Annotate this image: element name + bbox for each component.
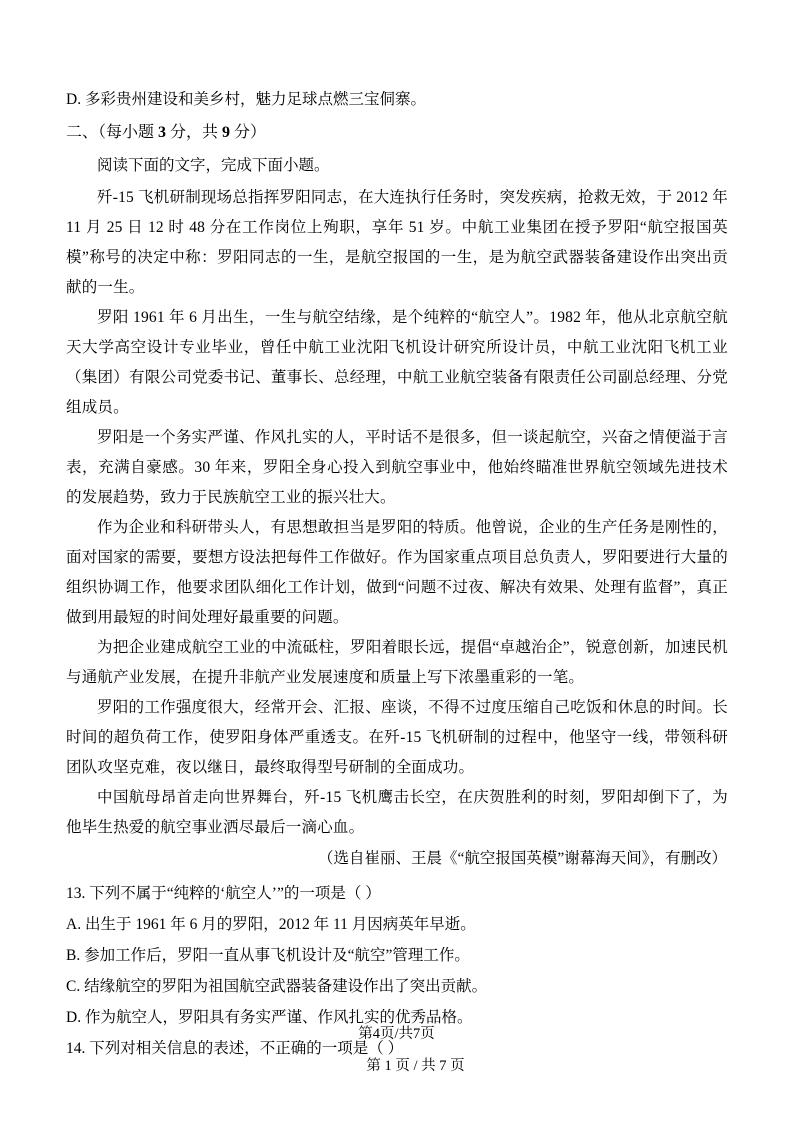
question-13-option-d-label: D. <box>66 1009 82 1026</box>
question-14-text: 下列对相关信息的表述，不正确的一项是（ ） <box>89 1040 404 1057</box>
question-13-option-a-label: A. <box>66 916 82 933</box>
outer-page-footer: 第 1 页 / 共 7 页 <box>366 1058 465 1074</box>
question-13-number: 13. <box>66 885 86 902</box>
question-13-option-a-text: 出生于 1961 年 6 月的罗阳，2012 年 11 月因病英年早逝。 <box>84 916 476 933</box>
section-lead-in: 阅读下面的文字，完成下面小题。 <box>97 157 330 174</box>
page-content <box>66 84 728 1064</box>
question-13-option-d-text: 作为航空人，罗阳具有务实严谨、作风扎实的优秀品格。 <box>84 1009 473 1026</box>
passage-paragraph-5: 为把企业建成航空工业的中流砥柱，罗阳着眼长远，提倡“卓越治企”，锐意创新，加速民机与通航产业发展，在提升非航产业发展速度和质量上写下浓墨重彩的一笔。 <box>66 639 728 686</box>
top-option-d <box>66 84 728 115</box>
section-heading-suffix: 分） <box>230 124 267 141</box>
question-13-option-b-text: 参加工作后，罗阳一直从事飞机设计及“航空”管理工作。 <box>84 947 470 964</box>
passage-paragraph-3: 罗阳是一个务实严谨、作风扎实的人，平时话不是很多，但一谈起航空，兴奋之情便溢于言表，充满自豪感。30 年来，罗阳全身心投入到航空事业中，他始终瞄准世界航空领域先进技术的发展趋势，致力于民族航空工业的振兴壮大。 <box>66 429 728 506</box>
passage-paragraph-4: 作为企业和科研带头人，有思想敢担当是罗阳的特质。他曾说，企业的生产任务是刚性的，面对国家的需要，要想方设法把每件工作做好。作为国家重点项目总负责人，罗阳要进行大量的组织协调工作，他要求团队细化工作计划，做到“问题不过夜、解决有效果、处理有监督”，真正做到用最短的时间处理好最重要的问题。 <box>66 519 728 626</box>
question-13-stem <box>66 878 728 909</box>
top-option-d-text: 多彩贵州建设和美乡村，魅力足球点燃三宝侗寨。 <box>84 91 426 108</box>
question-13-option-b-label: B. <box>66 947 81 964</box>
top-option-d-label: D. <box>66 91 82 108</box>
question-13-option-b[interactable] <box>66 940 728 971</box>
passage-paragraph-1: 歼-15 飞机研制现场总指挥罗阳同志，在大连执行任务时，突发疾病，抢救无效，于 2012 年 11 月 25 日 12 时 48 分在工作岗位上殉职，享年 51 岁。中航工业集团在授予罗阳“航空报国英模”称号的决定中称：罗阳同志的一生，是航空报国的一生，是为航空武器装备建设作出突出贡献的一生。 <box>66 189 728 296</box>
inner-page-footer: 第4页/共7页 <box>358 1026 435 1042</box>
passage-citation: （选自崔丽、王晨《“航空报国英模”谢幕海天间》，有删改） <box>317 850 727 867</box>
section-heading-middle: 分，共 <box>166 124 223 141</box>
passage-paragraph-6: 罗阳的工作强度很大，经常开会、汇报、座谈，不得不过度压缩自己吃饭和休息的时间。长时间的超负荷工作，使罗阳身体严重透支。在歼-15 飞机研制的过程中，他坚守一线，带领科研团队攻坚克难，夜以继日，最终取得型号研制的全面成功。 <box>66 699 728 776</box>
passage-paragraph-2: 罗阳 1961 年 6 月出生，一生与航空结缘，是个纯粹的“航空人”。1982 年，他从北京航空航天大学高空设计专业毕业，曾任中航工业沈阳飞机设计研究所设计员，中航工业沈阳飞机工业（集团）有限公司党委书记、董事长、总经理，中航工业航空装备有限责任公司副总经理、分党组成员。 <box>66 309 728 416</box>
section-heading <box>66 117 728 148</box>
section-score-per-question: 3 <box>158 124 167 141</box>
question-13-option-c-text: 结缘航空的罗阳为祖国航空武器装备建设作出了突出贡献。 <box>84 978 488 995</box>
question-14-number: 14. <box>66 1040 86 1057</box>
section-heading-prefix: 二、（每小题 <box>66 124 159 141</box>
passage-paragraph-7: 中国航母昂首走向世界舞台，歼-15 飞机鹰击长空，在庆贺胜利的时刻，罗阳却倒下了，为他毕生热爱的航空事业洒尽最后一滴心血。 <box>66 789 728 836</box>
question-13-text: 下列不属于“纯粹的‘航空人’”的一项是（ ） <box>89 885 381 902</box>
question-13-option-c-label: C. <box>66 978 81 995</box>
question-13-option-c[interactable] <box>66 971 728 1002</box>
section-score-total: 9 <box>222 124 231 141</box>
question-13-option-a[interactable] <box>66 909 728 940</box>
